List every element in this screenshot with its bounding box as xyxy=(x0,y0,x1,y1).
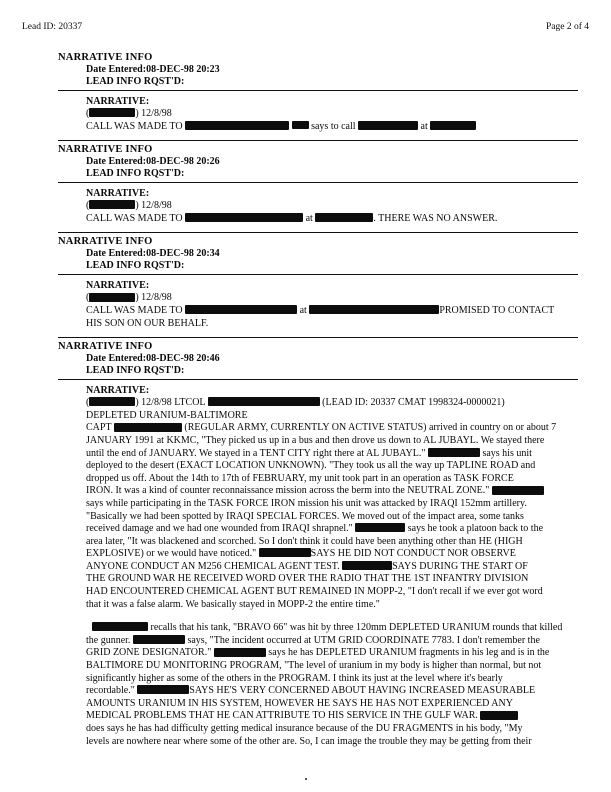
p2-text-k: MEDICAL PROBLEMS THAT HE CAN ATTRIBUTE TO HIS SERVICE IN THE GULF WAR. xyxy=(86,710,478,722)
header-lead-id: Lead ID: 20337 xyxy=(22,22,83,32)
p2-text-b: the gunner. xyxy=(86,634,131,646)
p1-text-j: "Basically we had been spotted by IRAQI SPECIAL FORCES. We moved out of the impact area, some tanks xyxy=(86,510,524,522)
fragment-says-to-call: says to call xyxy=(311,120,356,132)
p2-text-m: levels are nowhere near where some of the other are. So, I can image the trouble they may be getting from their xyxy=(86,735,532,747)
p1-text-m: area later, "It was blackened and scorched. So I don't think it could have been anything other than HE (HIGH xyxy=(86,535,523,547)
narrative-paragraph-1 xyxy=(86,422,578,611)
p1-text-k: received damage and we had one wounded from IRAQI shrapnel." xyxy=(86,523,353,535)
call-made-to-text: CALL WAS MADE TO xyxy=(86,212,183,224)
narrative-section-1 xyxy=(58,52,578,133)
section-title: NARRATIVE INFO xyxy=(58,236,153,248)
p1-text-f: deployed to the desert (EXACT LOCATION UNKNOWN). "They took us all the way up TAPLINE ROAD and xyxy=(86,460,536,472)
date-entered: Date Entered:08-DEC-98 20:26 xyxy=(86,156,220,168)
p2-text-f: BALTIMORE DU MONITORING PROGRAM, "The level of uranium in my body is higher than normal, but not xyxy=(86,660,542,672)
redaction-block xyxy=(309,305,439,314)
redaction-block xyxy=(133,635,185,644)
narrative-paragraph-2 xyxy=(86,622,578,748)
divider xyxy=(58,379,578,380)
redaction-block xyxy=(185,121,289,130)
date-entered: Date Entered:08-DEC-98 20:34 xyxy=(86,248,220,260)
p2-text-c: says, "The incident occurred at UTM GRID COORDINATE 7783. I don't remember the xyxy=(187,634,540,646)
call-made-to-text: CALL WAS MADE TO xyxy=(86,120,183,132)
redaction-block xyxy=(428,448,480,457)
p1-text-b: (REGULAR ARMY, CURRENTLY ON ACTIVE STATUS) arrived in country on or about 7 xyxy=(184,422,557,434)
redaction-block xyxy=(114,423,182,432)
date-suffix: ) 12/8/98 xyxy=(135,200,172,212)
redaction-block xyxy=(214,648,266,657)
p1-text-q: SAYS DURING THE START OF xyxy=(392,560,528,572)
narrative-date-line xyxy=(86,397,578,410)
redaction-block xyxy=(185,213,303,222)
section-title: NARRATIVE INFO xyxy=(58,341,153,353)
redaction-block xyxy=(259,548,311,557)
lead-reference: (LEAD ID: 20337 CMAT 1998324-0000021) xyxy=(322,397,505,409)
p2-text-i: SAYS HE'S VERY CONCERNED ABOUT HAVING INCREASED MEASURABLE xyxy=(189,685,536,697)
redaction-block xyxy=(185,305,297,314)
fragment-at: at xyxy=(420,120,428,132)
p2-text-e: says he has DEPLETED URANIUM fragments in his leg and is in the xyxy=(268,647,550,659)
fragment-promised: PROMISED TO CONTACT xyxy=(439,304,555,316)
p1-text-l: says he took a platoon back to the xyxy=(407,523,544,535)
p1-text-r: THE GROUND WAR HE RECEIVED WORD OVER THE RADIO THAT THE 1ST INFANTRY DIVISION xyxy=(86,573,529,585)
narrative-section-2 xyxy=(58,140,578,225)
redaction-block xyxy=(89,293,135,302)
p2-text-l: does says he has had difficulty getting medical insurance because of the DU FRAGMENTS in his body, "My xyxy=(86,723,523,734)
fragment-no-answer: . THERE WAS NO ANSWER. xyxy=(373,212,498,224)
header-page-number: Page 2 of 4 xyxy=(545,22,589,32)
redaction-block xyxy=(492,486,544,495)
redaction-block xyxy=(208,397,320,406)
divider xyxy=(58,337,578,338)
p1-text-s: HAD ENCOUNTERED CHEMICAL AGENT BUT REMAINED IN MOPP-2, "I don't recall if we ever got word xyxy=(86,586,543,598)
redaction-block xyxy=(89,200,135,209)
narrative-label: NARRATIVE: xyxy=(86,280,150,292)
redaction-block xyxy=(292,121,309,129)
redaction-block xyxy=(342,561,392,570)
call-made-to-text: CALL WAS MADE TO xyxy=(86,304,183,316)
divider xyxy=(58,274,578,275)
paren-open: ( xyxy=(86,397,90,409)
date-suffix: ) 12/8/98 LTCOL xyxy=(135,397,206,409)
p1-text-c: JANUARY 1991 at KKMC, "They picked us up in a bus and then drove us down to AL JUBAYL. We stayed there xyxy=(86,434,545,446)
redaction-block xyxy=(315,213,373,222)
fragment-at: at xyxy=(299,304,307,316)
p2-text-d: GRID ZONE DESIGNATOR." xyxy=(86,647,212,659)
narrative-label: NARRATIVE: xyxy=(86,96,150,107)
redaction-block xyxy=(480,711,518,720)
date-entered: Date Entered:08-DEC-98 20:23 xyxy=(86,64,220,75)
lead-info-rqstd: LEAD INFO RQST'D: xyxy=(86,260,185,272)
narrative-label: NARRATIVE: xyxy=(86,385,150,397)
date-suffix: ) 12/8/98 xyxy=(135,292,172,304)
lead-info-rqstd: LEAD INFO RQST'D: xyxy=(86,168,185,180)
lead-info-rqstd: LEAD INFO RQST'D: xyxy=(86,76,185,87)
redaction-block xyxy=(358,121,418,130)
redaction-block xyxy=(92,622,148,631)
narrative-section-4 xyxy=(58,337,578,748)
redaction-block xyxy=(355,523,405,532)
narrative-date-line xyxy=(86,108,578,121)
p1-capt: CAPT xyxy=(86,422,112,434)
p1-text-i: says while participating in the TASK FORCE IRON mission his unit was attacked by IRAQI 152mm artillery. xyxy=(86,497,527,509)
lead-info-rqstd: LEAD INFO RQST'D: xyxy=(86,365,185,377)
p1-text-o: SAYS HE DID NOT CONDUCT NOR OBSERVE xyxy=(310,548,516,560)
p2-text-h: recordable." xyxy=(86,685,135,697)
p2-text-a: recalls that his tank, "BRAVO 66" was hit by three 120mm DEPLETED URANIUM rounds that killed xyxy=(150,622,563,634)
p1-text-h: IRON. It was a kind of counter reconnaissance mission across the berm into the NEUTRAL ZONE." xyxy=(86,485,490,497)
redaction-block xyxy=(89,397,135,406)
section-title: NARRATIVE INFO xyxy=(58,52,153,63)
p2-text-g: significantly higher as some of the others in the PROGRAM. I think its just at the level where it's bearly xyxy=(86,672,503,684)
narrative-section-3 xyxy=(58,232,578,330)
p1-text-p: ANYONE CONDUCT AN M256 CHEMICAL AGENT TEST. xyxy=(86,560,340,572)
date-entered: Date Entered:08-DEC-98 20:46 xyxy=(86,353,220,365)
narrative-date-line xyxy=(86,200,578,213)
redaction-block xyxy=(137,685,189,694)
redaction-block xyxy=(430,121,476,130)
divider xyxy=(58,90,578,91)
section-title: NARRATIVE INFO xyxy=(58,144,153,156)
narrative-text-line xyxy=(86,213,578,226)
p1-text-n: EXPLOSIVE) or we would have noticed." xyxy=(86,548,257,560)
paren-open: ( xyxy=(86,108,90,119)
narrative-date-line xyxy=(86,292,578,305)
page-header xyxy=(0,22,611,36)
divider xyxy=(58,232,578,233)
narrative-text-line xyxy=(86,305,578,318)
narrative-label: NARRATIVE: xyxy=(86,188,150,200)
page-artifact-dot xyxy=(305,778,307,780)
narrative-text-line xyxy=(86,121,578,134)
paren-open: ( xyxy=(86,200,90,212)
subject-line: DEPLETED URANIUM-BALTIMORE xyxy=(86,409,248,421)
divider xyxy=(58,140,578,141)
redaction-block xyxy=(89,108,135,117)
narrative-text-line-2: HIS SON ON OUR BEHALF. xyxy=(86,317,209,329)
fragment-at: at xyxy=(305,212,313,224)
document-body xyxy=(58,52,578,748)
p1-text-t: that it was a false alarm. We basically stayed in MOPP-2 the entire time." xyxy=(86,598,380,610)
p2-text-j: AMOUNTS URANIUM IN HIS SYSTEM, HOWEVER HE SAYS HE HAS NOT EXPERIENCED ANY xyxy=(86,697,513,709)
divider xyxy=(58,182,578,183)
paren-open: ( xyxy=(86,292,90,304)
p1-text-e: says his unit xyxy=(482,447,532,459)
p1-text-d: until the end of JANUARY. We stayed in a TENT CITY right there at AL JUBAYL." xyxy=(86,447,426,459)
date-suffix: ) 12/8/98 xyxy=(135,108,172,119)
p1-text-g: dropped us off. About the 14th to 17th of FEBRUARY, my unit took part in an operation as TASK FORCE xyxy=(86,472,514,484)
